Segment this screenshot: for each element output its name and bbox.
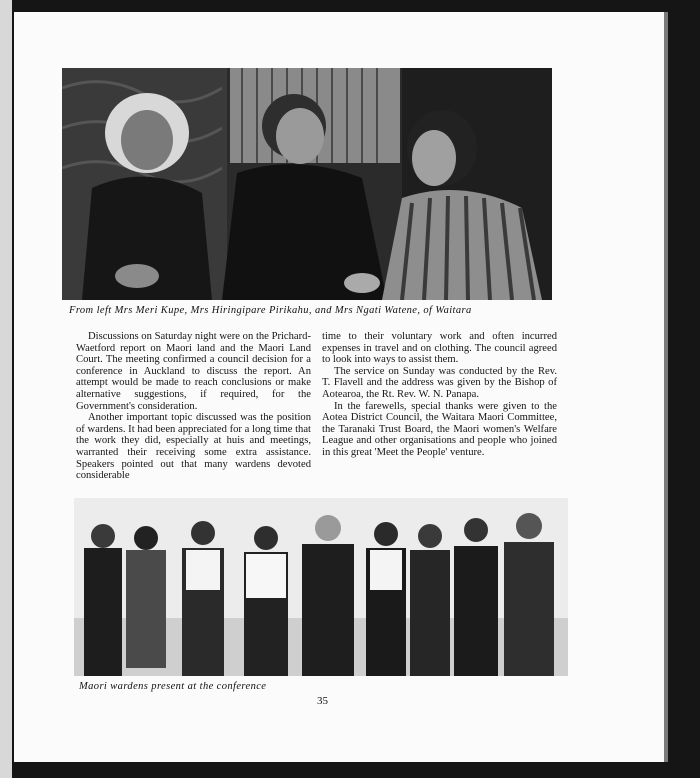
top-photo xyxy=(62,68,552,300)
article-paragraph: Another important topic discussed was the position of wardens. It had been appreciated for a long time that the work they did, especially at huis and meetings, warranted their receiving some extra assistance. Speakers pointed out that many wardens devoted considerable xyxy=(76,412,311,482)
article-paragraph: Discussions on Saturday night were on the Prichard-Waetford report on Maori land and the Maori Land Court. The meeting confirmed a council decision for a conference in Auckland to discuss the report. An attempt would be made to reach conclusions or make alternative suggestions, if required, for the Government's consideration. xyxy=(76,331,311,412)
article-paragraph: In the farewells, special thanks were given to the Aotea District Council, the Waitara Maori Committee, the Taranaki Trust Board, the Maori women's Welfare League and other organisations and people who joined in this great 'Meet the People' venture. xyxy=(322,400,557,458)
bottom-photo-caption: Maori wardens present at the conference xyxy=(79,681,267,692)
article-paragraph: time to their voluntary work and often incurred expenses in travel and on clothing. The council agreed to look into ways to assist them. xyxy=(322,331,557,366)
page-number: 35 xyxy=(317,695,328,707)
article-left-column xyxy=(76,331,311,482)
article-paragraph: The service on Sunday was conducted by the Rev. T. Flavell and the address was given by the Bishop of Aotearoa, the Rt. Rev. W. N. Panapa. xyxy=(322,365,557,400)
top-photo-image xyxy=(62,68,552,300)
bottom-photo xyxy=(74,498,568,676)
scan-left-edge xyxy=(0,0,12,778)
bottom-photo-image xyxy=(74,498,568,676)
magazine-page xyxy=(14,12,664,762)
article-right-column xyxy=(322,331,557,459)
top-photo-caption: From left Mrs Meri Kupe, Mrs Hiringipare Pirikahu, and Mrs Ngati Watene, of Waitara xyxy=(69,305,472,316)
page-edge-shadow xyxy=(664,12,668,762)
